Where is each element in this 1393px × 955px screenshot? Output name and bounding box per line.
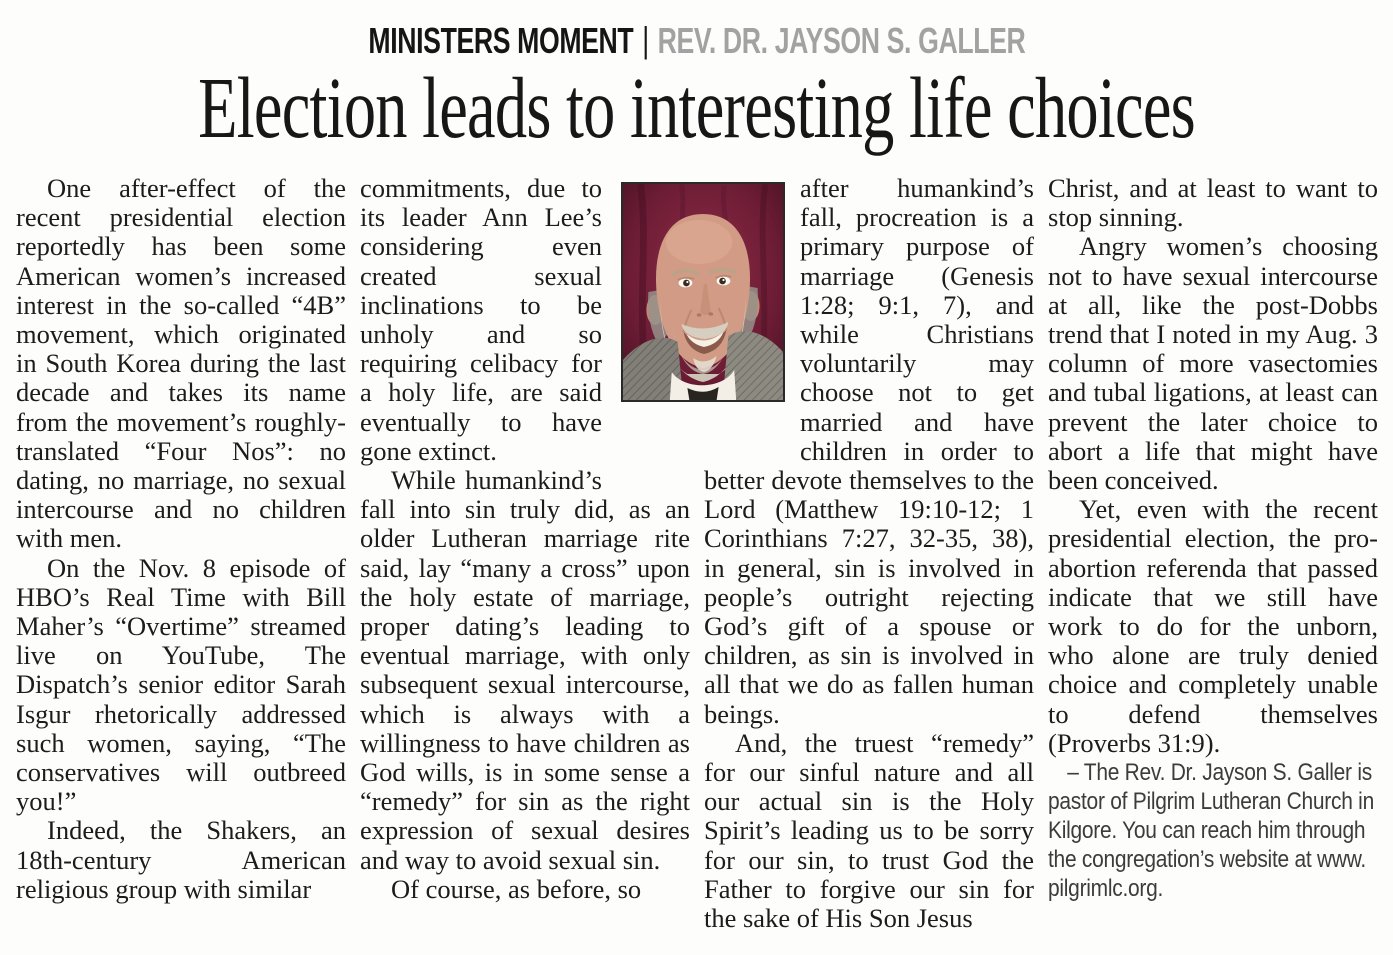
headline: Election leads to interesting life choices: [198, 59, 1195, 156]
article-paragraph: One after-effect of the recent presidential election reportedly has been some American women’s increased interest in the so-called “4B” movement, which originated in South Korea during the last decade and takes its name from the movement’s roughly-translated “Four Nos”: no dating, no marriage, no sexual intercourse and no children with men.: [16, 174, 346, 554]
article-paragraph: Indeed, the Shakers, an 18th-century American religious group with similar: [16, 815, 346, 904]
article-paragraph: On the Nov. 8 episode of HBO’s Real Time with Bill Maher’s “Overtime” streamed live on YouTube, The Dispatch’s senior editor Sarah Isgur rhetorically addressed such women, saying, “The conservatives will outbreed you!”: [16, 552, 346, 817]
column-1: [16, 174, 346, 955]
article-paragraph: commitments, due to its leader Ann Lee’s considering even created sexual inclinations to be unholy and so requiring celibacy for a holy life, are said eventually to have gone extinct.: [360, 174, 602, 466]
article-paragraph: And, the truest “remedy” for our sinful nature and all our actual sin is the Holy Spirit’s leading us to be sorry for our sin, to trust God the Father to forgive our sin for the sake of His Son Jesus: [704, 727, 1034, 934]
kicker: [0, 20, 1393, 62]
article-paragraph: Angry women’s choosing not to have sexual intercourse at all, like the post-Dobbs trend that I noted in my Aug. 3 column of more vasectomies and tubal ligations, at least can prevent the later choice to abort a life that might have been conceived.: [1048, 231, 1378, 496]
article-paragraph: While humankind’s fall into sin truly did, as an older Lutheran marriage rite said, lay “many a cross” upon the holy estate of marriage, proper dating’s leading to eventual marriage, with only subsequent sexual intercourse, which is always with a willingness to have children as God wills, is in some sense a “remedy” for sin as the right expression of sexual desires and way to avoid sexual sin.: [360, 465, 690, 875]
portrait-illustration: [623, 184, 783, 400]
article-paragraph: after humankind’s fall, procreation is a primary purpose of marriage (Genesis 1:28; 9:1, 7), and while Christians voluntarily may choose not to get married and have children in order to better devote themselves to the Lord (Matthew 19:10-12; 1 Corinthians 7:27, 32-35, 38), in general, sin is involved in people’s outright rejecting God’s gift of a spouse or children, as sin is involved in all that we do as fallen human beings.: [704, 174, 1034, 729]
article-paragraph: Yet, even with the recent presidential election, the pro-abortion referenda that passed indicate that we still have work to do for the unborn, who alone are truly denied choice and completely unable to defend themselves (Proverbs 31:9).: [1048, 494, 1378, 758]
portrait-photo: [621, 182, 785, 402]
kicker-author: REV. DR. JAYSON S. GALLER: [657, 20, 1025, 61]
author-bio: – The Rev. Dr. Jayson S. Galler is pastor of Pilgrim Lutheran Church in Kilgore. You can reach him through the congregation’s website at www.​pilgrimlc.org.: [1048, 759, 1374, 903]
kicker-separator: |: [641, 19, 649, 60]
article-paragraph: Of course, as before, so: [391, 873, 642, 904]
article-paragraph: Christ, and at least to want to stop sinning.: [1048, 174, 1378, 233]
headline-row: [0, 59, 1393, 156]
kicker-section-title: MINISTERS MOMENT: [367, 20, 633, 61]
column-4: [1048, 174, 1378, 955]
